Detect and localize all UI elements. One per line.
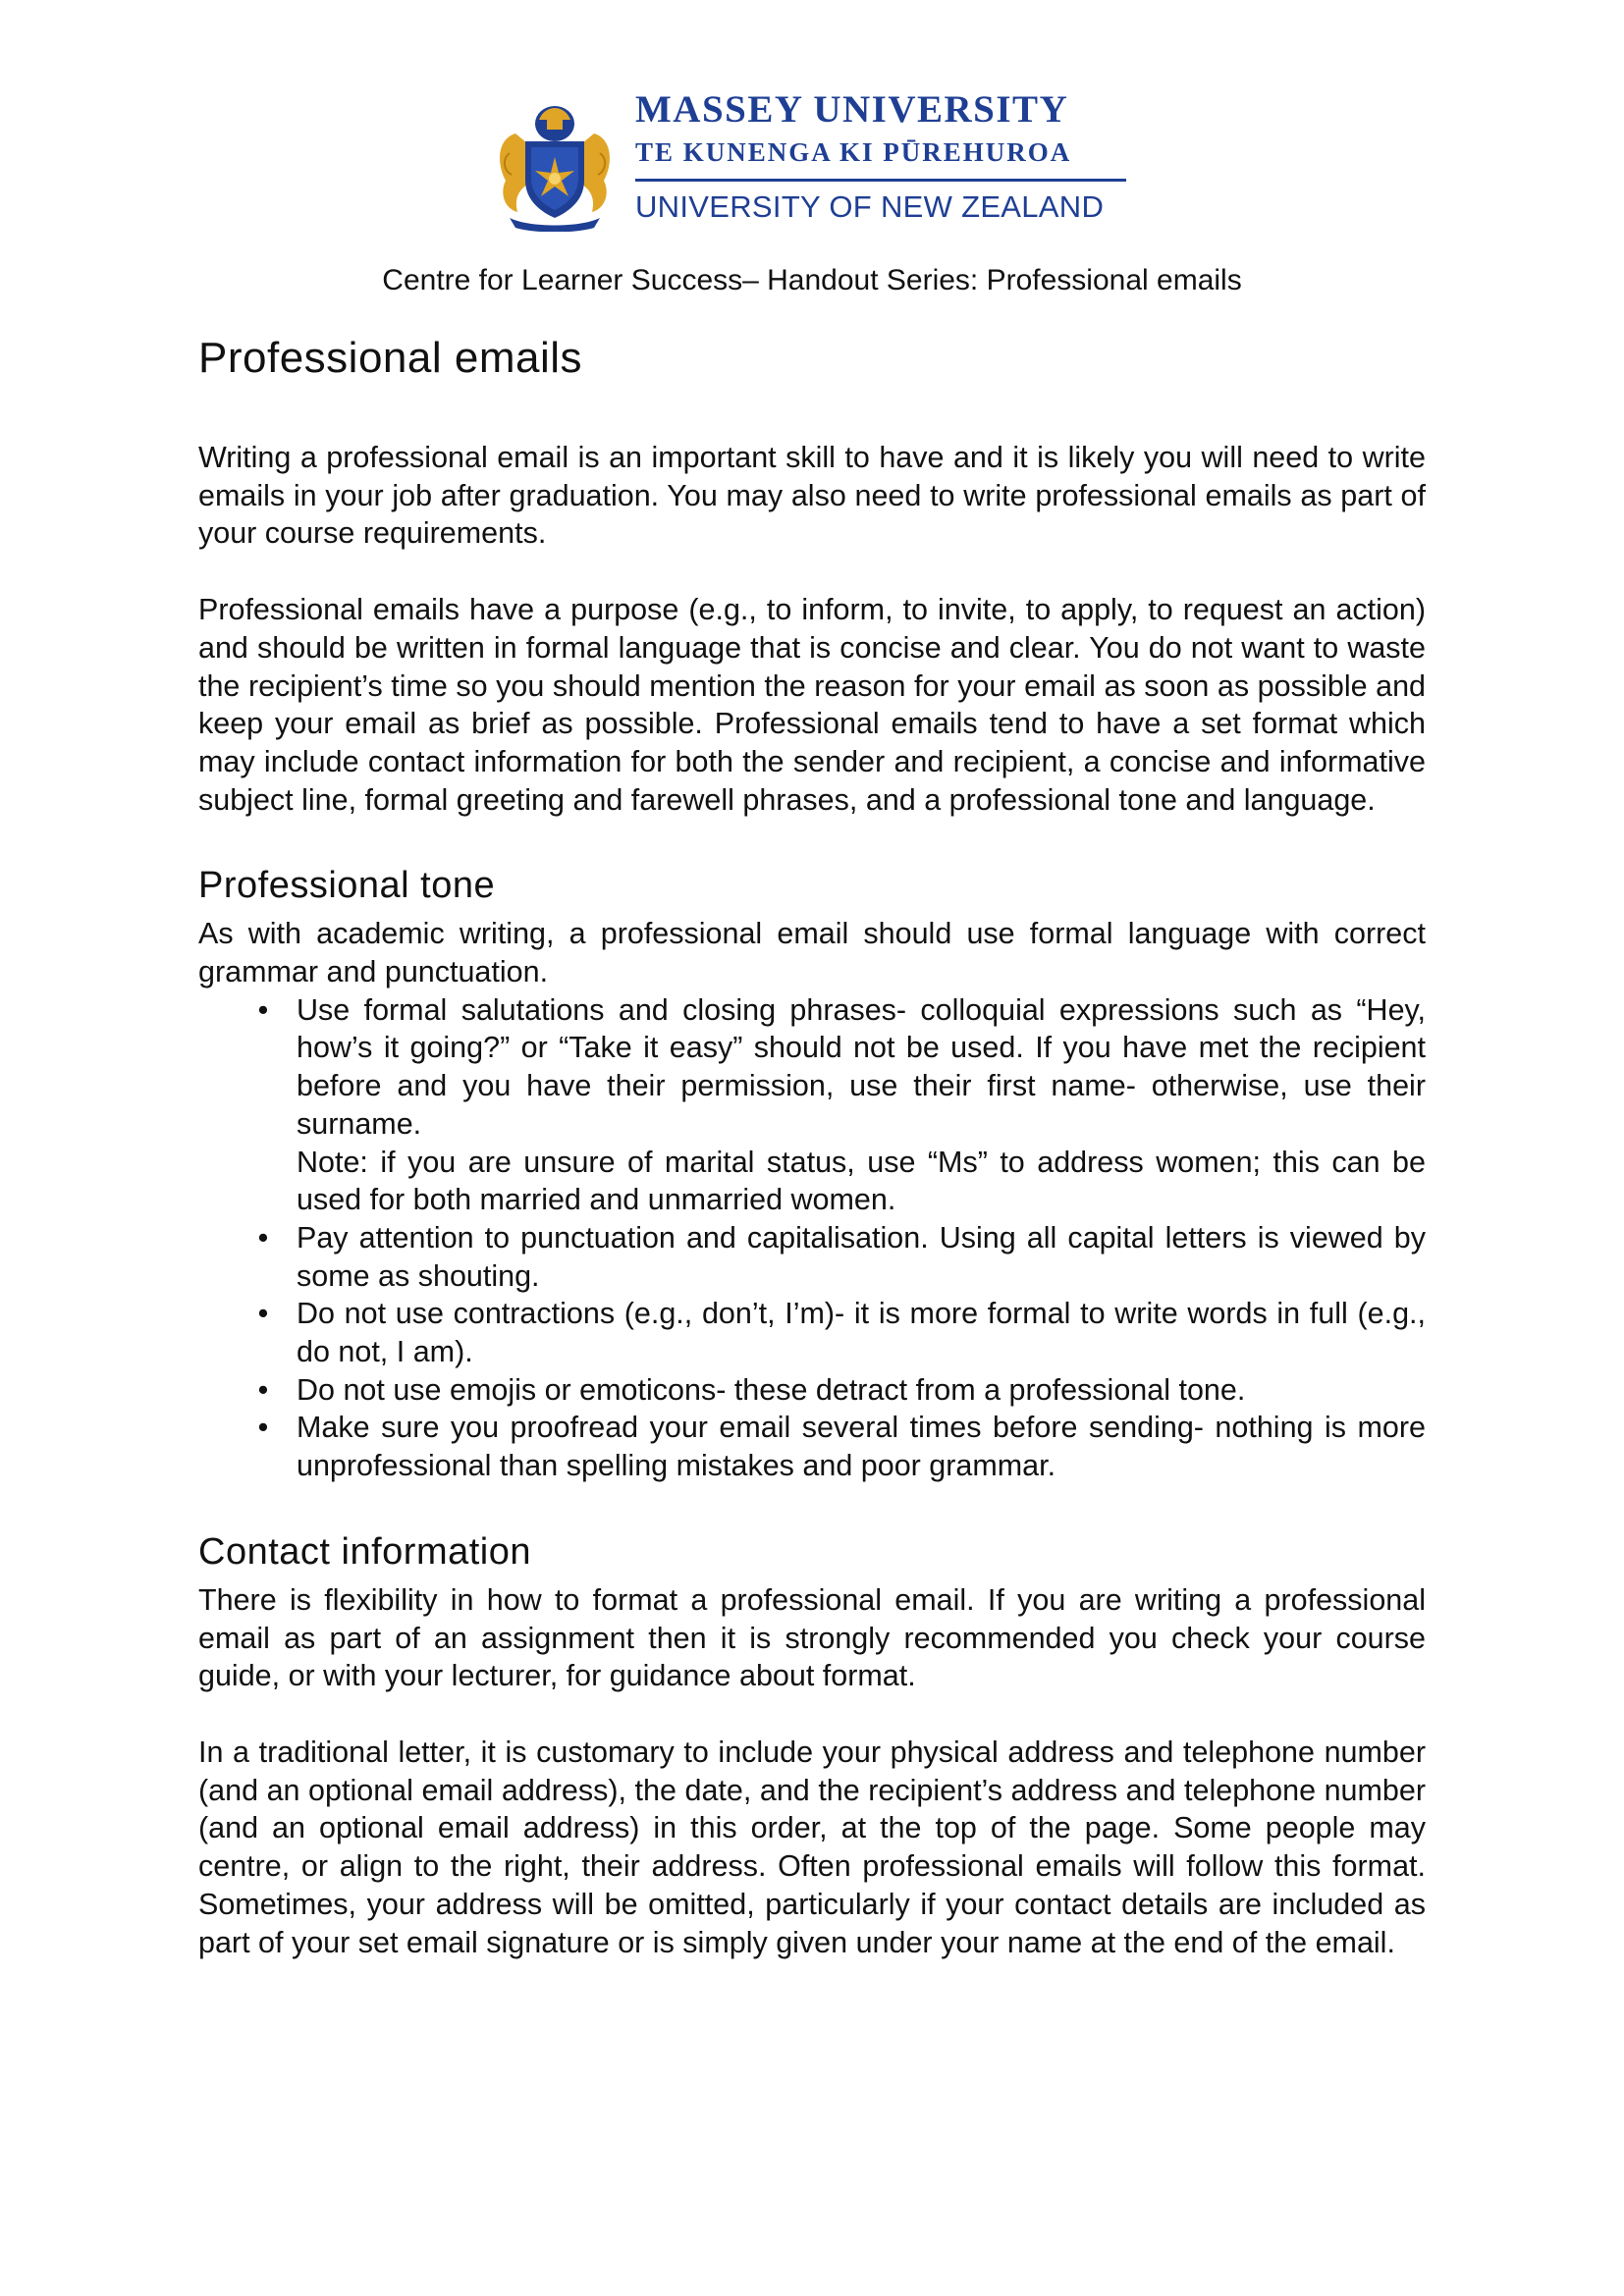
intro-paragraph-2: Professional emails have a purpose (e.g., to inform, to invite, to apply, to request an action) and should be written in formal language that is concise and clear. You do not want to waste the recipient’s time so you should mention the reason for your email as soon as possible and keep your email as brief as possible. Professional emails tend to have a set format which may include contact information for both the sender and recipient, a concise and informative subject line, formal greeting and farewell phrases, and a professional tone and language.: [198, 593, 1426, 817]
list-item: [198, 1219, 1426, 1295]
handout-series-header: Centre for Learner Success– Handout Series: Professional emails: [382, 264, 1242, 296]
list-item-text: Make sure you proofread your email several times before sending- nothing is more unprofessional than spelling mistakes and poor grammar.: [297, 1411, 1426, 1483]
document-body: [198, 329, 1426, 1961]
list-item-text: Pay attention to punctuation and capitalisation. Using all capital letters is viewed by some as shouting.: [297, 1220, 1426, 1293]
tone-lead-paragraph: As with academic writing, a professional email should use formal language with correct grammar and punctuation.: [198, 917, 1426, 989]
section-heading-contact-information: Contact information: [198, 1530, 531, 1573]
list-item-text: Use formal salutations and closing phrases- colloquial expressions such as “Hey, how’s it going?” or “Take it easy” should not be used. If you have met the recipient before and you have their permission, use their first name- otherwise, use their surname.: [297, 992, 1426, 1141]
list-item: [198, 1409, 1426, 1484]
section-heading-professional-tone: Professional tone: [198, 865, 496, 907]
contact-paragraph-2: In a traditional letter, it is customary to include your physical address and telephone number (and an optional email address), the date, and the recipient’s address and telephone number (and an optional email address) in this order, at the top of the page. Some people may centre, or align to the right, their address. Often professional emails will follow this format. Sometimes, your address will be omitted, particularly if your contact details are included as part of your set email signature or is simply given under your name at the end of the email.: [198, 1735, 1426, 1959]
tone-bullet-list: [198, 991, 1426, 1485]
bullet-icon: •: [257, 1297, 269, 1331]
bullet-icon: •: [257, 1372, 269, 1407]
list-item-text: Do not use contractions (e.g., don’t, I’m)- it is more formal to write words in full (e.g., do not, I am).: [297, 1297, 1426, 1369]
logo-divider: [635, 179, 1126, 182]
bullet-icon: •: [257, 1411, 269, 1445]
page-title: Professional emails: [198, 334, 582, 382]
list-item: [198, 991, 1426, 1219]
list-item: [198, 1371, 1426, 1410]
university-crest-icon: [496, 94, 614, 232]
bullet-icon: •: [257, 992, 269, 1027]
intro-paragraph-1: Writing a professional email is an important skill to have and it is likely you will need to write emails in your job after graduation. You may also need to write professional emails as part of your course requirements.: [198, 441, 1426, 551]
logo-maori-name: TE KUNENGA KI PŪREHUROA: [635, 137, 1072, 167]
list-item-note: Note: if you are unsure of marital status, use “Ms” to address women; this can be used for both married and unmarried women.: [297, 1145, 1426, 1217]
logo-university-name: MASSEY UNIVERSITY: [635, 88, 1069, 131]
list-item-text: Do not use emojis or emoticons- these detract from a professional tone.: [297, 1372, 1246, 1407]
contact-paragraph-1: There is flexibility in how to format a professional email. If you are writing a professional email as part of an assignment then it is strongly recommended you check your course guide, or with your lecturer, for guidance about format.: [198, 1582, 1426, 1693]
university-logo: [496, 86, 1144, 234]
logo-subtitle: UNIVERSITY OF NEW ZEALAND: [635, 189, 1105, 224]
list-item: [198, 1295, 1426, 1370]
logo-wordmark: [635, 86, 1146, 227]
bullet-icon: •: [257, 1220, 269, 1255]
